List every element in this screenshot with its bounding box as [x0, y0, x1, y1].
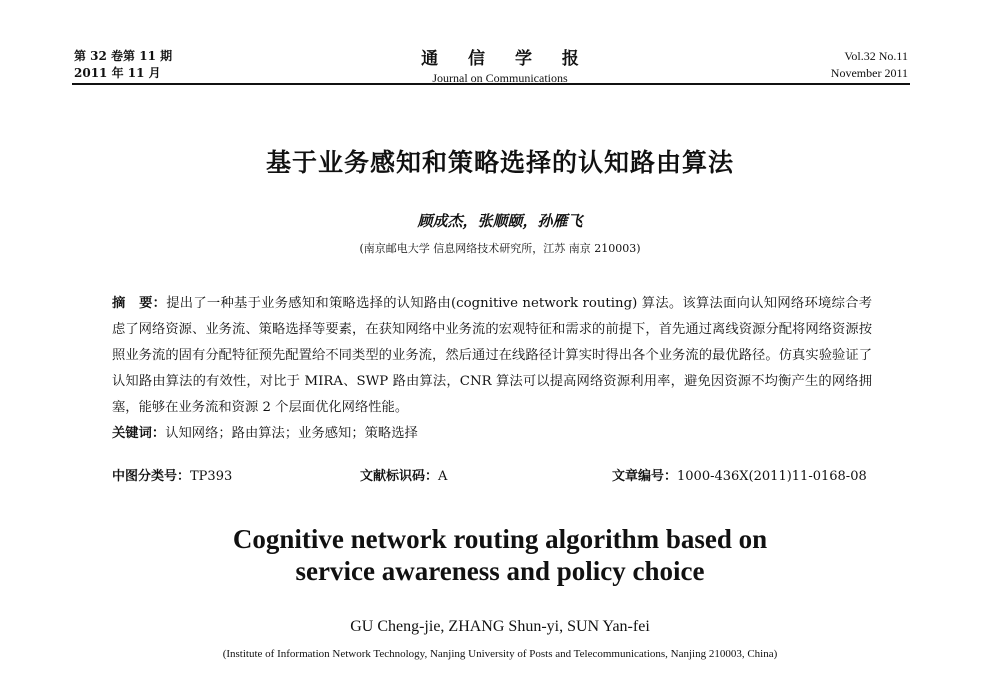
abstract-label: 摘 要： [112, 296, 167, 311]
authors-cn: 顾成杰，张顺颐，孙雁飞 [417, 212, 583, 230]
paper-title-en [0, 523, 1000, 587]
doc-code-label: 文献标识码： [360, 469, 439, 484]
article-no-label: 文章编号： [612, 469, 678, 484]
article-no-value: 1000-436X(2011)11-0168-08 [677, 469, 867, 484]
volume-issue-en: Vol.32 No.11 [844, 49, 908, 63]
issue-info-en [831, 48, 908, 82]
article-number [612, 465, 867, 484]
journal-title-cn: 通 信 学 报 [421, 49, 591, 69]
abstract-cn [112, 291, 872, 447]
document-code [360, 465, 447, 484]
title-en-line1: Cognitive network routing algorithm based on [232, 524, 768, 554]
doc-code-value: A [438, 469, 448, 484]
title-en-line2: service awareness and policy choice [295, 556, 705, 586]
affiliation-cn: (南京邮电大学 信息网络技术研究所，江苏 南京 210003) [359, 242, 641, 255]
keywords-text: 认知网络；路由算法；业务感知；策略选择 [165, 426, 418, 441]
volume-issue-cn: 第 32 卷第 11 期 [74, 49, 173, 63]
affiliation-en: (Institute of Information Network Technology, Nanjing University of Posts and Telecommunications, Nanjing 210003, China) [222, 648, 778, 660]
clc-label: 中图分类号： [112, 469, 191, 484]
clc-value: TP393 [190, 469, 233, 484]
authors-en: GU Cheng-jie, ZHANG Shun-yi, SUN Yan-fei [350, 618, 650, 635]
clc-number [112, 465, 232, 484]
paper-title-cn: 基于业务感知和策略选择的认知路由算法 [265, 148, 734, 177]
header-rule [72, 83, 910, 85]
abstract-text: 提出了一种基于业务感知和策略选择的认知路由(cognitive network routing) 算法。该算法面向认知网络环境综合考虑了网络资源、业务流、策略选择等要素，在获知网络中业务流的宏观特征和需求的前提下，首先通过离线资源分配将网络资源按照业务流的固有分配特征预先配置给不同类型的业务流，然后通过在线路径计算实时得出各个业务流的最优路径。仿真实验验证了认知路由算法的有效性，对比于 MIRA、SWP 路由算法，CNR 算法可以提高网络资源利用率，避免因资源不均衡产生的网络拥塞，能够在业务流和资源 2 个层面优化网络性能。 [112, 296, 873, 415]
date-en: November 2011 [830, 66, 908, 80]
date-cn: 2011 年 11 月 [74, 66, 161, 80]
keywords-label: 关键词： [112, 426, 166, 441]
journal-title-en: Journal on Communications [432, 71, 568, 85]
